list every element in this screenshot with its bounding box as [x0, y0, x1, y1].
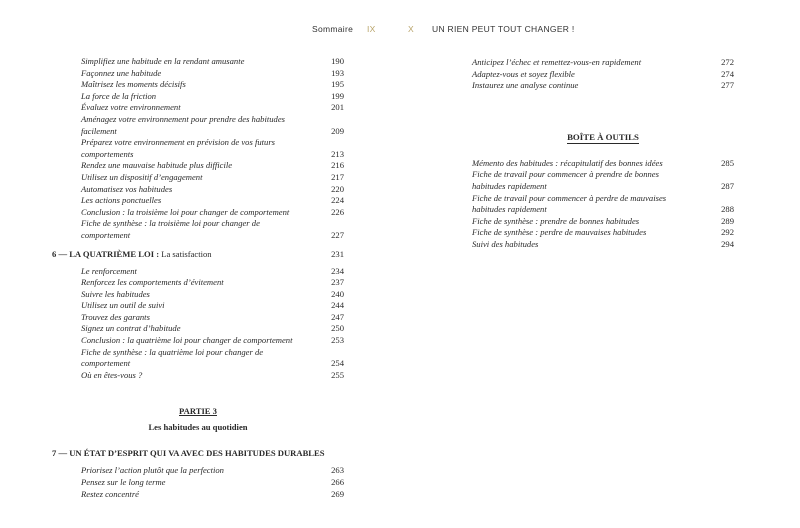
- toc-entry-title: Utilisez un dispositif d’engagement: [81, 171, 203, 182]
- toc-list: [472, 158, 734, 251]
- chapter-number: 6 —: [52, 248, 68, 259]
- toc-entry-title: Fiche de synthèse : perdre de mauvaises habitudes: [472, 227, 647, 238]
- toc-entry-page: 292: [721, 227, 734, 238]
- toc-entry-page: 289: [721, 215, 734, 226]
- toc-entry: [81, 489, 344, 501]
- toc-entry-title: Fiche de synthèse : la quatrième loi pour changer de comportement: [81, 346, 264, 369]
- toc-entry-page: 216: [331, 160, 344, 171]
- toc-entry: [81, 370, 344, 382]
- toc-entry: [81, 207, 344, 219]
- toc-entry: [81, 91, 344, 103]
- toc-entry-title: Priorisez l’action plutôt que la perfection: [81, 465, 224, 476]
- toc-entry-title: Fiche de travail pour commencer à perdre de mauvaises habitudes rapidement: [472, 192, 667, 215]
- toc-entry: [81, 289, 344, 301]
- toc-entry: [472, 69, 734, 81]
- toc-entry-title: Fiche de synthèse : prendre de bonnes habitudes: [472, 215, 640, 226]
- toc-entry-title: Évaluez votre environnement: [81, 102, 181, 113]
- toc-entry-page: 199: [331, 90, 344, 101]
- toc-entry: [81, 102, 344, 114]
- toc-entry-title: La force de la friction: [81, 90, 157, 101]
- toc-entry: [472, 227, 734, 239]
- chapter-7-heading: [52, 447, 344, 459]
- toc-entry-title: Renforcez les comportements d’évitement: [81, 277, 224, 288]
- toc-entry: [81, 300, 344, 312]
- toc-entry-page: 217: [331, 171, 344, 182]
- toc-entry-title: Anticipez l’échec et remettez-vous-en rapidement: [472, 57, 642, 67]
- toc-entry: [472, 216, 734, 228]
- toc-entry-page: 234: [331, 265, 344, 276]
- toc-entry: [81, 465, 344, 477]
- toc-entry-title: Adaptez-vous et soyez flexible: [472, 68, 575, 79]
- toc-entry: [81, 195, 344, 207]
- toc-list: [472, 57, 734, 92]
- toc-entry-title: Signez un contrat d’habitude: [81, 323, 181, 334]
- toc-entry: [81, 79, 344, 91]
- toc-entry-title: Où en êtes-vous ?: [81, 369, 143, 380]
- page-number-right: X: [408, 24, 414, 34]
- toc-entry: [81, 184, 344, 196]
- toc-entry-page: 272: [721, 57, 734, 67]
- toc-entry-page: 294: [721, 238, 734, 249]
- toc-entry-title: Conclusion : la troisième loi pour changer de comportement: [81, 206, 290, 217]
- toc-entry: [472, 169, 734, 192]
- toc-entry-title: Fiche de travail pour commencer à prendre de bonnes habitudes rapidement: [472, 169, 659, 191]
- toc-entry-page: 209: [331, 125, 344, 136]
- toc-entry: [472, 239, 734, 251]
- toc-list: [81, 56, 344, 242]
- toc-entry-page: 224: [331, 195, 344, 206]
- toc-entry: [81, 137, 344, 160]
- toc-list: [81, 465, 344, 500]
- toc-entry-page: 240: [331, 288, 344, 299]
- chapter-page: 231: [331, 248, 344, 259]
- chapter-number: 7 —: [52, 448, 68, 459]
- toc-entry-page: 288: [721, 204, 734, 215]
- chapter-6-heading: [52, 248, 344, 260]
- toc-entry-title: Fiche de synthèse : la troisième loi pour changer de comportement: [81, 218, 260, 240]
- toc-entry: [81, 114, 344, 137]
- toc-entry-title: Façonnez une habitude: [81, 67, 162, 78]
- toc-entry-title: Conclusion : la quatrième loi pour changer de comportement: [81, 335, 293, 346]
- toc-entry-title: Suivi des habitudes: [472, 238, 539, 249]
- page-number-left: IX: [367, 24, 376, 34]
- toc-entry-page: 226: [331, 206, 344, 217]
- toc-entry: [81, 160, 344, 172]
- toc-list: [81, 266, 344, 382]
- toc-right-column: [472, 57, 734, 251]
- toc-entry-title: Rendez une mauvaise habitude plus difficile: [81, 160, 233, 171]
- toc-entry-page: 195: [331, 79, 344, 90]
- toc-entry-title: Mémento des habitudes : récapitulatif des bonnes idées: [472, 157, 663, 168]
- toc-entry: [472, 158, 734, 170]
- toc-entry: [81, 56, 344, 68]
- toc-entry: [81, 312, 344, 324]
- toc-entry-title: Utilisez un outil de suivi: [81, 300, 165, 311]
- toc-entry-page: 274: [721, 68, 734, 79]
- toc-entry-page: 254: [331, 358, 344, 369]
- chapter-subtitle: La satisfaction: [161, 248, 212, 259]
- toc-entry: [81, 477, 344, 489]
- toc-entry-page: 269: [331, 488, 344, 499]
- chapter-title: LA QUATRIÈME LOI :: [69, 248, 160, 259]
- toc-entry-title: Pensez sur le long terme: [81, 477, 166, 488]
- toc-entry: [81, 266, 344, 278]
- toc-entry-page: 237: [331, 277, 344, 288]
- toc-entry-title: Instaurez une analyse continue: [472, 80, 579, 91]
- part-title: PARTIE 3: [179, 406, 217, 417]
- toc-entry-title: Trouvez des garants: [81, 311, 150, 322]
- running-header-right: UN RIEN PEUT TOUT CHANGER !: [432, 24, 575, 34]
- toc-entry-title: Maîtrisez les moments décisifs: [81, 79, 186, 90]
- toc-entry: [81, 218, 344, 241]
- toc-entry: [81, 172, 344, 184]
- toc-entry: [472, 193, 734, 216]
- toc-entry-title: Restez concentré: [81, 488, 139, 499]
- toc-entry-title: Le renforcement: [81, 265, 137, 276]
- toc-entry-title: Aménagez votre environnement pour prendre des habitudes facilement: [81, 113, 285, 136]
- part-heading: [52, 405, 344, 433]
- toc-entry-page: 193: [331, 67, 344, 78]
- toc-entry: [472, 80, 734, 92]
- toc-entry-page: 201: [331, 102, 344, 113]
- toc-entry-page: 190: [331, 56, 344, 66]
- toc-entry-page: 213: [331, 148, 344, 159]
- toc-entry: [81, 277, 344, 289]
- toc-entry-page: 266: [331, 477, 344, 488]
- toc-entry-title: Préparez votre environnement en prévision de vos futurs comportements: [81, 137, 276, 159]
- toc-entry: [472, 57, 734, 69]
- toc-entry-page: 250: [331, 323, 344, 334]
- toc-entry-page: 220: [331, 183, 344, 194]
- toc-entry-page: 263: [331, 465, 344, 476]
- toc-entry-page: 285: [721, 157, 734, 168]
- toc-entry-title: Simplifiez une habitude en la rendant amusante: [81, 56, 245, 66]
- section-title: BOÎTE À OUTILS: [567, 131, 639, 142]
- toc-entry-title: Suivre les habitudes: [81, 288, 150, 299]
- toc-left-column: [52, 56, 344, 500]
- chapter-title: UN ÉTAT D’ESPRIT QUI VA AVEC DES HABITUDES DURABLES: [69, 448, 325, 459]
- toc-entry-page: 244: [331, 300, 344, 311]
- toc-entry: [81, 68, 344, 80]
- toc-entry-page: 253: [331, 335, 344, 346]
- toc-entry-page: 247: [331, 311, 344, 322]
- toc-entry-title: Les actions ponctuelles: [81, 195, 162, 206]
- toc-entry-page: 255: [331, 369, 344, 380]
- toc-entry-page: 287: [721, 180, 734, 191]
- running-header-left: Sommaire: [312, 24, 354, 34]
- toc-entry-page: 227: [331, 229, 344, 240]
- toc-entry-title: Automatisez vos habitudes: [81, 183, 173, 194]
- toc-entry: [81, 335, 344, 347]
- section-heading: [472, 132, 734, 142]
- toc-entry-page: 277: [721, 80, 734, 91]
- toc-entry: [81, 323, 344, 335]
- part-subtitle: Les habitudes au quotidien: [148, 422, 248, 433]
- toc-entry: [81, 347, 344, 370]
